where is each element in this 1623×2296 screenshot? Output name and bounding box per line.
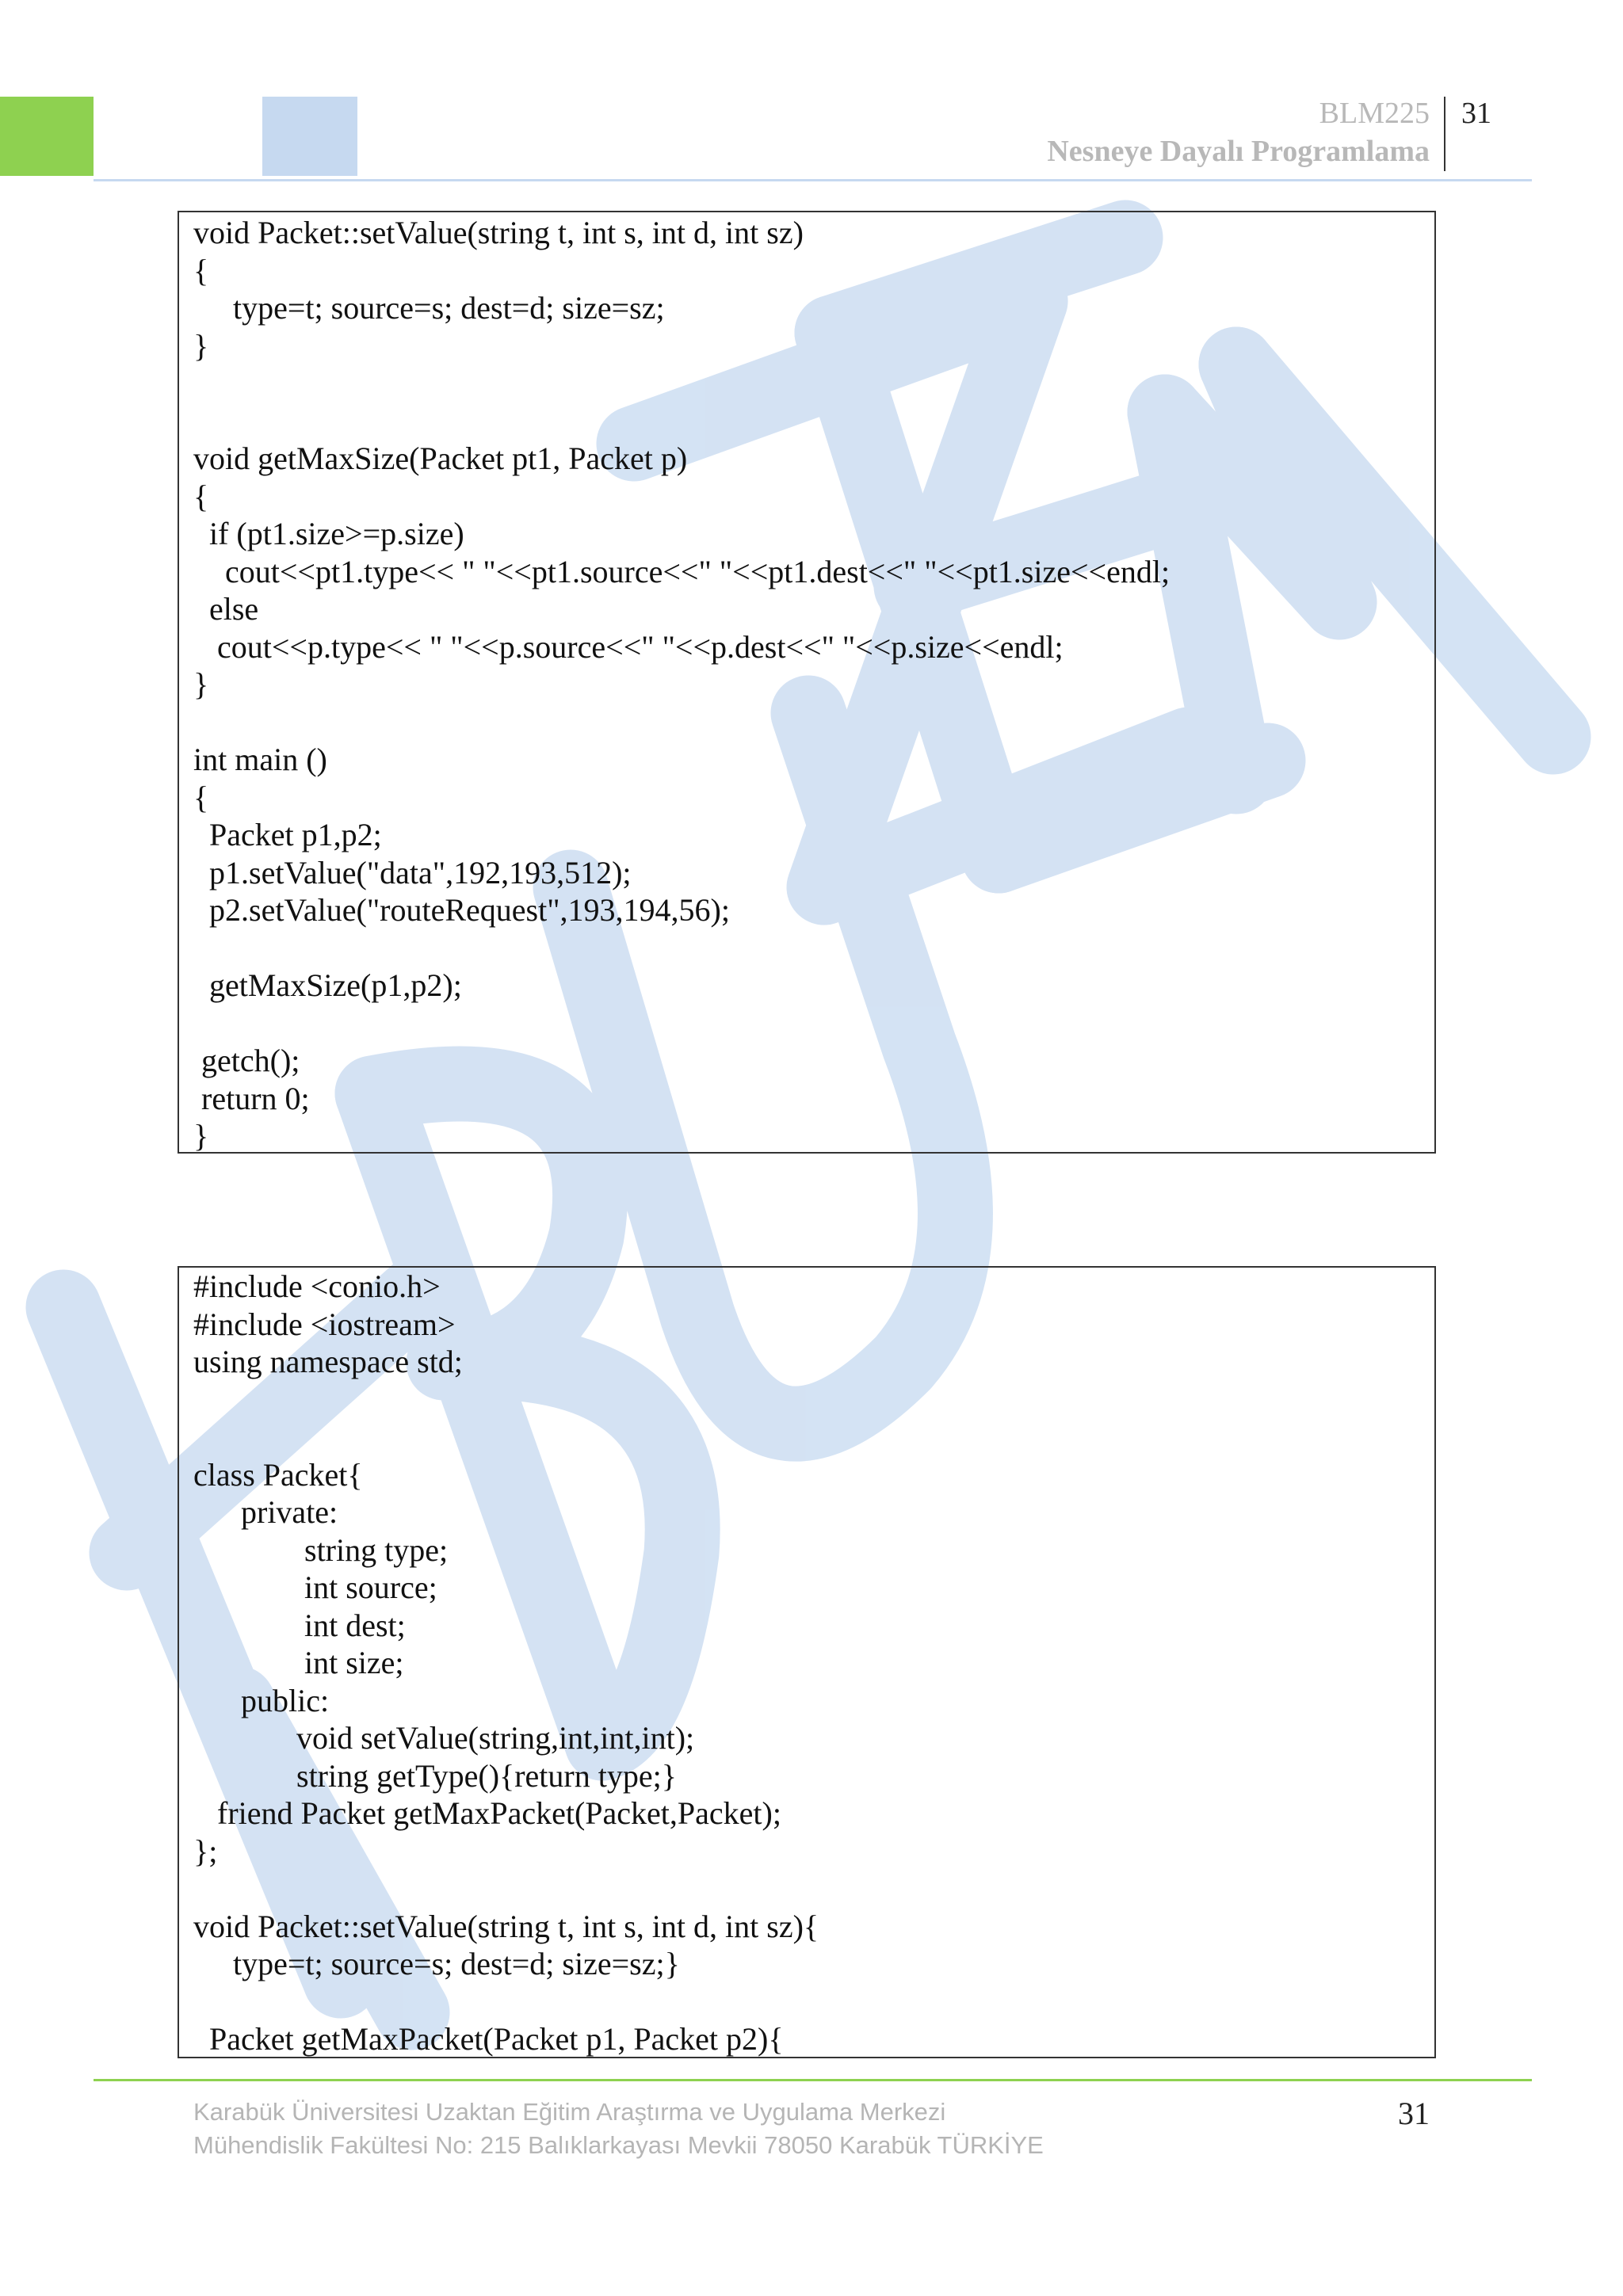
header-rule: [94, 179, 1532, 181]
footer-page-number: 31: [1398, 2096, 1430, 2131]
code-block-1-text: void Packet::setValue(string t, int s, int d, int sz) { type=t; source=s; dest=d; size=sz; } void getMaxSize(Packet pt1, Packet p) { if (pt1.size>=p.size) cout<<pt1.type<< " "<<pt1.source<<" "<<pt1.dest<<" "<<pt1.size<<endl; else cout<<p.type<< " "<<p.source<<" "<<p.dest<<" "<<p.size<<endl; } int main () { Packet p1,p2; p1.setValue("data",192,193,512); p2.setValue("routeRequest",193,194,56); getMaxSize(p1,p2); getch(); return 0; }: [193, 215, 1170, 1154]
header-page-number: 31: [1461, 97, 1491, 130]
header-green-block: [0, 97, 94, 176]
header-blue-block: [262, 97, 357, 176]
footer-address: Mühendislik Fakültesi No: 215 Balıklarkayası Mevkii 78050 Karabük TÜRKİYE: [193, 2131, 1044, 2159]
course-title: Nesneye Dayalı Programlama: [1047, 135, 1430, 168]
code-block-2: [178, 1266, 1436, 2058]
footer-institution: Karabük Üniversitesi Uzaktan Eğitim Araştırma ve Uygulama Merkezi: [193, 2098, 946, 2126]
header-divider: [1444, 97, 1445, 171]
footer-rule: [94, 2079, 1532, 2081]
course-code: BLM225: [1319, 97, 1430, 130]
code-block-2-text: #include <conio.h> #include <iostream> using namespace std; class Packet{ private: string type; int source; int dest; int size; public: void setValue(string,int,int,int); string getType(){return type;} friend Packet getMaxPacket(Packet,Packet); }; void Packet::setValue(string t, int s, int d, int sz){ type=t; source=s; dest=d; size=sz;} Packet getMaxPacket(Packet p1, Packet p2){: [193, 1268, 819, 2057]
code-block-1: [178, 211, 1436, 1154]
